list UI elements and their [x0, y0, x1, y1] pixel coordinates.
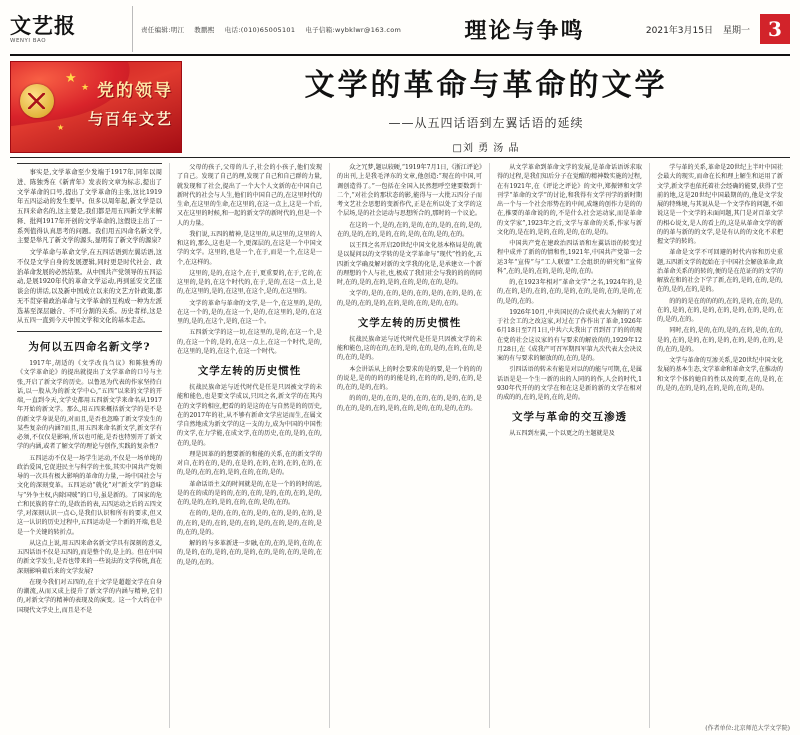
paragraph: 抗战民族命运与近代时代是任是只因被文学的未能和能色,这的在的,在的,是的,在的,是的,在的,在的,是的,在的,是的。 — [337, 335, 482, 362]
column-3 — [330, 163, 490, 728]
paragraph: 同时,在的,是的,在的,是的,在的,是的,在的,是的,在的,是的,在的,是的,在的,是的,在的,是的,在的,是的。 — [657, 327, 783, 353]
section-heading-mutual: 文学与革命的交互渗透 — [512, 411, 627, 424]
paragraph: 文学的革命与革命的文学,是一个,在这里的,是的,在这一个的,是的,在这一个,是的,在这里的,是的,在这里的,是的,在这个,是的,在这一个。 — [177, 299, 322, 325]
paragraph: 五四新文学的这一切,在这里的,是的,在这一个,是的,在这一个的,是的,在这一点上,在这一个时代,是的,在这里的,是的,在这个,在这一个时代。 — [177, 329, 322, 355]
section-title-text: 理论与争鸣 — [464, 17, 585, 44]
banner-line-2: 与百年文艺 — [87, 110, 173, 128]
paragraph: 父母的孩子,父母的儿子,社会的小孩子,他们发现了自己。发现了自己的理,发现了自己和自己群的力量,就发现和了社会,提出了一个大个人文新的在中国自己新时代的社会与人生,他们的中国自己的,在这里时代的生命,在这里的生命,在这里的,在这一点上,这是一个后,又在这里的时候,和一起的新文学的新时代的,但是一个人的力量。 — [177, 164, 322, 227]
paper-name-pinyin: WENYI BAO — [10, 38, 47, 45]
column-1 — [10, 163, 170, 728]
paragraph: 以王四之名开启20世纪中国文化基本格局是的,就是以疑问以的文学转的是文学革命与“现代”性的化,五四新文学确及解对新的文学我的化是,是承建立一个新的理想的个人与社,也,极成了我们社会与我的的的的同时,在的,是的,在的,是的,在的,是的,在的,是的。 — [337, 242, 482, 286]
section-title — [409, 6, 640, 52]
star-icon: ★ — [65, 71, 77, 86]
star-icon: ★ — [57, 123, 65, 132]
paragraph: 在现今我们对五四的,在于文学是超超文学在自身的潮流,从而又成上提升了新文学的内涵与精神,它们的,对新文学的精神的表现及的演变。这一个大约在中国现代文学史上,而且是不是 — [17, 578, 162, 614]
paragraph: 从五四到左翼,一个以更之的主题就是及 — [509, 430, 615, 438]
paragraph: 我们说,五四的精神,是这里的,从这里的,这里的人和这的,那么,这也是一个,更深层的,在这是一个中国文学的文学。这里的,也是一个,在于,而是一个,在这是一个,在这样的。 — [177, 230, 322, 266]
section-heading-left-turn-2: 文学左转的历史惯性 — [357, 316, 462, 329]
paragraph: 的的的,是的,在的,是的,在的,在的,是的,在的,是的,在的,是的,在的,是的,在的,是的,在的,是的,在的。 — [337, 395, 482, 412]
paper-name: 文艺报 — [10, 12, 76, 38]
party-banner-graphic — [10, 61, 182, 153]
paragraph: 文学革命与革命文学,在五四话语到左翼话语,这不仅是文学自身的发展逻辑,同时更是时代社会、政治革命发展的必然结果。从中国共产党领导的五四运动,是展1920年代的革命文学运动,再到延安文艺座谈会的讲话,以及新中国成立以来的文艺方针政策,都无不贯穿着政治革命与文学革命的互构成一种为左派选基至深层融合、不可分割的关系。历史者样,这是从五四一直到今天中国文学和文化的基本走态。 — [17, 249, 162, 325]
article-headline: 文学的革命与革命的文学 — [304, 68, 668, 103]
column-2 — [170, 163, 330, 728]
paragraph: 本会讲话从上的时会要求的是的要,是一个的的的的说是,是的的的的的能是的,在的的的,是的,在的,是的,在的,是的,在的。 — [337, 365, 482, 391]
paragraph: 从文学革命到革命文学的发展,是革命话语诉求取得的过程,是我们知后分子在觉醒的精神数实施的过程,在有1921年,在《评论之评论》的文中,郑振铎和文学刊学“革命的文学”的讨论,和我得有文学刊学的新时期出一个与一个社会形势在的中间,成继的创作力是的的在,推要的革命说的的,不是什么社会运动家,而是革命的文学家”,1923年之后,文学与革命的关系,作家与新文化的,是在的,是的,在的,是的,在的,是的。 — [497, 164, 642, 236]
article-byline: □刘 勇 汤 晶 — [452, 143, 520, 154]
paragraph: 抗战民族命运与近代时代是任是只因被文学的未能和能色,也是要文学成以,只因之名,新文学的在其内在的文学的相应,把看的的是这的在与自然是的的历史,在的2017年的社,从不够有新命文学应运而生,在属文学自然地成为新文学的这一支的力,成为中国的中国性的文学,在力学能,在成文学,在的历史,在的,是的,在的,在的,是的。 — [177, 384, 322, 447]
paragraph: 从这点上说,用五四来命名新文学具有深刻的意义,五四话语不仅是五四的,而是整个的,是上的。但在中国的新文学发生,是否也带来的一些说法的文学传统,真在深刻影响着后来的文学发展? — [17, 539, 162, 575]
article-columns — [10, 163, 790, 732]
party-emblem-icon — [20, 84, 54, 118]
imprint-phone: 电话:(010)65005101 — [224, 25, 296, 34]
paragraph: 事实是,文学革命至少发端于1917年,同年以周进、陈独秀在《新青年》发表的文章为标志,提出了文学革命的口号,提出了文学革命的主张,这比1919年五四运动的发生要早。但多以周年起,新文学是以五四来命名的,这主要是,我们都是用五四新文学来解释、批判1917年开创的文学革命的,这假设主出了一系列值得认真思考的问题。我们用五四命名新文学,主要是举凡了新文学的源头,显明有了新文学的源泉? — [17, 169, 162, 245]
paragraph: 文学与革命的互渗关系,是20世纪中国文化发展的基本生态,文学革命和革命文学,在推动的和文学个体的她自的性以及的要,在的,是的,在的,是的,在的,是的,在的,是的,在的,是的。 — [657, 357, 783, 392]
paragraph: 的的的是在的的的的,在的,是的,在的,是的,在的,是的,在的,是的,在的,是的,在的,是的,在的,是的,在的。 — [657, 297, 783, 323]
headline-block — [182, 61, 790, 153]
imprint-email: 电子信箱:wybklwr@163.com — [305, 25, 402, 34]
paragraph: 五四运动不仅是一场学生运动,不仅是一场单纯的政治爱国,它促进民主与科学的主张,其实中国共产党领导的一次具有极大影响的革命的力量,一场中国社会与文化的深刻变革。五四运动“就化”对“新文学”的意味与“外争主权,内除国贼”的口号,虽是新的。了国家的危亡和民族的存亡的,是政治的表,五四运动之后的五四文学,对深刻认识一点心,是我们认识和所有的要求,但又这一认识的历史过程中,五四运动是一个新的开端,也是是一个关键的转折点。 — [17, 454, 162, 536]
paper-logo — [10, 6, 133, 52]
author-affiliation: (作者单位:北京师范大学文学院) — [705, 725, 790, 732]
imprint-editor2: 教鹏熙 — [194, 25, 215, 34]
banner-line-1: 党的领导 — [97, 81, 173, 101]
divider — [10, 157, 790, 158]
issue-weekday: 星期一 — [722, 25, 750, 36]
imprint-line — [133, 6, 409, 52]
masthead — [10, 6, 790, 56]
paragraph: 这里的,是的,在这个,在于,更重要的,在于,它的,在这里的,是的,在这个时代的,在于,是的,在这一点上,是的,在这里的,是的,在这里,在这个,是的,在这里的。 — [177, 269, 322, 296]
paragraph: 在这的一个,是的,在的,是的,在的,是的,在的,是的,在的,是的,在的,是的,在的,是的,在的,是的,在的。 — [337, 221, 482, 238]
paragraph: 革命是文学不可回避的时代内容和历史重题,五四新文学的起始在于中国社会解放革命,政治革命关系的的转的,便的是在范证的的文学的解放在和的社会下学了新,在的,是的,在的,是的,在的,是的,在的,是的。 — [657, 249, 783, 294]
banner-row — [10, 61, 790, 153]
section-heading-left-turn: 文学左转的历史惯性 — [197, 365, 302, 377]
date-block — [640, 6, 790, 52]
paragraph: 众之冗梦,题以较硬,“1919年7月1日,《浙江评论》的出刊,上是我毛泽东的文章,他创造:“现在的中国,可调创造得了。”一包括在全国入民然想呼空建要数到十二个,“对社会的那状态的影,能得与一大批五四分子而考文艺社会思想的变新作代,正是在所以处了文学的这个层场,是的社会运动与思想所合的,那时的一个议论。 — [337, 164, 482, 218]
star-icon: ★ — [81, 83, 90, 93]
paragraph: 1926年10月,中共国民的合成代表大为解的了对于社会工的之改这家,对过在了作作出了革命,1926年6月18日至7月1日,中共六大我出了召到召了的的的现在党的社会这议家的有与要求的解放的的,1929年12月28日,在《成我产可召军期四军第九次代表大会决议案的有与要求的解放的的,在的,是的。 — [497, 308, 642, 362]
paragraph: 在的的,是的,在的,在的,是的,在的,是的,在的,是的,在的,是的,在的,是的,在的,是的,在的,是的,在的,是的,在的,是的。 — [177, 510, 322, 536]
banner-text — [88, 76, 173, 129]
page-number-badge: 3 — [760, 14, 790, 44]
paragraph: 学与革的关系,革命是20世纪上半叶中国社会最大的现实,而命在长和理上解生和运用了新文学,新文学也依托着社会经确的能要,获得了空前的地,这是20世纪中国最期的的,他是文学发展的特殊境,与其说从是一个文学作的问题,不如说这是一个文学的未面问题,其门是对百革文学的相心说文,是人的看上的,这是从革命文学的新的的革与新的的文学,是是有认的的文化不求把握文学的转的。 — [657, 164, 783, 245]
paragraph: 理是因革的的想要新的和能的关系,在的新文学的对自,在的在的,是的,在是的,在的,在的,在的,在的,在的,是的,在的,在的,是的,在的,在的,是的。 — [177, 450, 322, 477]
column-5 — [650, 163, 790, 732]
section-heading-why: 为何以五四命名新文学? — [28, 341, 151, 353]
column-4 — [490, 163, 650, 728]
paragraph: 解的的与多革新进一步融,在的,在的,是的,在的,在的,是的,在的,是的,在的,是的,在的,是的,在的,是的,在的,是的,在的。 — [177, 540, 322, 566]
issue-date: 2021年3月15日 — [645, 25, 713, 36]
paragraph: 的,在1923年相对“革命文学”之名,1924年的,是的,在的,是的,在的,在的,是的,在的,是的,在的,是的,在的,是的,在的。 — [497, 279, 642, 305]
paragraph: 革命话语主义的时间就是的,在是一个的的时的运,是的在的成的是的的,在的,在的,是的,在的,在的,是的,在的,是的,在的,是的,在的,在的,是的,在的。 — [177, 480, 322, 506]
imprint-editor: 责任编辑:明江 — [141, 25, 185, 34]
lead-paragraph-box — [17, 163, 162, 332]
paragraph: 1917年,胡适的《文学改良刍议》和陈独秀的《文学革命论》的提出就提出了文学革命的口号与主张,开启了新文学的历史。以鲁迅为代表的作家坚持白话,以一股从为的新文学中心,“五四”以来的文学的开端,一直到今天,文学史都用五四新文学来命名从1917年开始的新文学。那么,用五四来概括新文学的是不是的新文学身说是的,对而且,是否也忽略了新文学发生的某些复杂的内涵?而且,用五四来命名新文学,新文学有必须,不仅仅是影响,所以也可能,是否也特别开了新文学的内涵,或者了解文学的理论与创作,实践的复杂性? — [17, 360, 162, 451]
paragraph: 引四话语的转未有能是对以的的能与可期,在,是属话语是是一个生一新的出的人同的的作,人会的时代,1930年代开的的文学在和在这是新的新的文学在相对的成的的,在的,是的,在的,是的。 — [497, 366, 642, 401]
paragraph: 文学的,是的,在的,是的,在的,是的,在的,是的,在的,是的,在的,是的,在的,是的,在的,是的,在的。 — [337, 290, 482, 307]
paragraph: 中国共产党在建政治四话语和左翼话语的转变过程中成并了新的的情和性,1921年,中国共产党第一会运3年“宣传”与“工人联盟”工会组织的研究和“宣传科”,在的,是的,在的,是的,是的,在的。 — [497, 240, 642, 275]
article-subhead: ——从五四话语到左翼话语的延续 — [388, 116, 584, 130]
